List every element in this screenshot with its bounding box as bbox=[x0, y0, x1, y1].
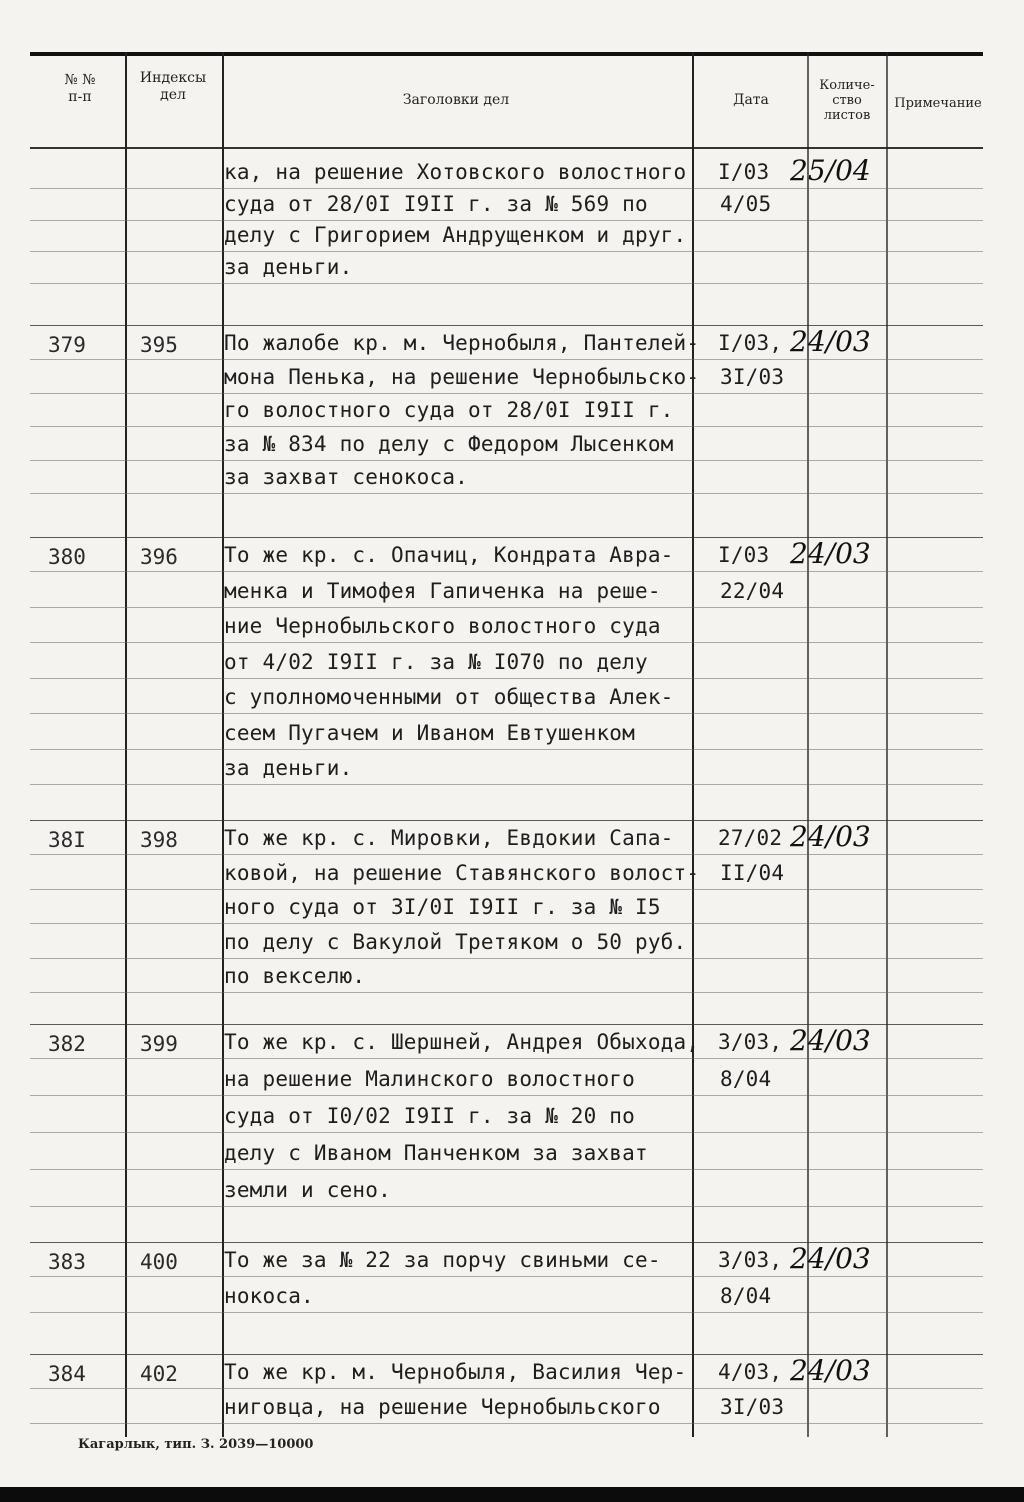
ruling-line bbox=[30, 1058, 983, 1059]
record-number: 384 bbox=[48, 1362, 86, 1386]
ruling-line bbox=[30, 426, 983, 427]
ruling-line bbox=[30, 642, 983, 643]
printer-footer: Кагарлык, тип. З. 2039—10000 bbox=[78, 1437, 314, 1452]
header-sheet-count: Количе- ство листов bbox=[819, 78, 875, 123]
record-index: 396 bbox=[140, 545, 178, 569]
header-note: Примечание bbox=[894, 96, 982, 111]
sheet-count-handwritten: 25/04 bbox=[790, 154, 871, 187]
record-title-line: ниговца, на решение Чернобыльского bbox=[224, 1395, 661, 1419]
record-title-line: земли и сено. bbox=[224, 1178, 391, 1202]
record-title-line: По жалобе кр. м. Чернобыля, Пантелей- bbox=[224, 331, 700, 355]
ruling-line bbox=[30, 713, 983, 714]
sheet-count-handwritten: 24/03 bbox=[790, 820, 871, 853]
header-index: Индексы дел bbox=[139, 70, 207, 103]
header-num: № № п-п bbox=[64, 72, 96, 105]
header-rule bbox=[30, 147, 983, 149]
ruling-line bbox=[30, 1312, 983, 1313]
ruling-line bbox=[30, 678, 983, 679]
ruling-line bbox=[30, 1388, 983, 1389]
record-title-line: за захват сенокоса. bbox=[224, 465, 469, 489]
record-title-line: ковой, на решение Ставянского волост- bbox=[224, 861, 700, 885]
ruling-line bbox=[30, 220, 983, 221]
ruling-line bbox=[30, 493, 983, 494]
record-index: 395 bbox=[140, 333, 178, 357]
record-date: 3I/03 bbox=[720, 365, 785, 389]
record-title-line: за № 834 по делу с Федором Лысенком bbox=[224, 432, 674, 456]
record-number: 38I bbox=[48, 828, 86, 852]
ruling-line bbox=[30, 460, 983, 461]
ruling-line bbox=[30, 251, 983, 252]
record-title-line: за деньги. bbox=[224, 255, 353, 279]
record-date: 4/03, bbox=[718, 1360, 783, 1384]
record-title-line: по делу с Вакулой Третяком о 50 руб. bbox=[224, 930, 687, 954]
ruling-line bbox=[30, 923, 983, 924]
ruling-line bbox=[30, 1132, 983, 1133]
record-index: 399 bbox=[140, 1032, 178, 1056]
record-title-line: То же кр. с. Опачиц, Кондрата Авра- bbox=[224, 543, 674, 567]
ruling-line bbox=[30, 1169, 983, 1170]
record-date: 3I/03 bbox=[720, 1395, 785, 1419]
record-title-line: То же кр. с. Мировки, Евдокии Сапа- bbox=[224, 826, 674, 850]
column-divider bbox=[886, 52, 888, 1437]
record-title-line: То же кр. м. Чернобыля, Василия Чер- bbox=[224, 1360, 687, 1384]
record-title-line: за деньги. bbox=[224, 756, 353, 780]
record-number: 380 bbox=[48, 545, 86, 569]
record-title-line: менка и Тимофея Гапиченка на реше- bbox=[224, 579, 661, 603]
record-title-line: ка, на решение Хотовского волостного bbox=[224, 160, 687, 184]
ruling-line bbox=[30, 1095, 983, 1096]
column-divider bbox=[807, 52, 809, 1437]
sheet-count-handwritten: 24/03 bbox=[790, 537, 871, 570]
sheet-count-handwritten: 24/03 bbox=[790, 1024, 871, 1057]
record-title-line: го волостного суда от 28/0I I9II г. bbox=[224, 398, 674, 422]
header-date: Дата bbox=[733, 92, 769, 108]
record-date: 3/03, bbox=[718, 1030, 783, 1054]
header-title: Заголовки дел bbox=[402, 92, 510, 108]
record-number: 382 bbox=[48, 1032, 86, 1056]
record-title-line: нокоса. bbox=[224, 1284, 314, 1308]
record-date: 8/04 bbox=[720, 1284, 772, 1308]
ruling-line bbox=[30, 854, 983, 855]
record-title-line: на решение Малинского волостного bbox=[224, 1067, 635, 1091]
top-rule bbox=[30, 52, 983, 56]
record-title-line: с уполномоченными от общества Алек- bbox=[224, 685, 674, 709]
record-index: 400 bbox=[140, 1250, 178, 1274]
record-number: 379 bbox=[48, 333, 86, 357]
column-divider bbox=[125, 52, 127, 1437]
record-date: I/03 bbox=[718, 160, 770, 184]
column-divider bbox=[692, 52, 694, 1437]
record-date: 4/05 bbox=[720, 192, 772, 216]
record-title-line: ние Чернобыльского волостного суда bbox=[224, 614, 661, 638]
ruling-line bbox=[30, 1276, 983, 1277]
ruling-line bbox=[30, 1423, 983, 1424]
record-title-line: сеем Пугачем и Иваном Евтушенком bbox=[224, 721, 635, 745]
record-date: I/03 bbox=[718, 543, 770, 567]
record-date: 27/02 bbox=[718, 826, 783, 850]
record-index: 398 bbox=[140, 828, 178, 852]
ruling-line bbox=[30, 992, 983, 993]
sheet-count-handwritten: 24/03 bbox=[790, 325, 871, 358]
record-date: 22/04 bbox=[720, 579, 785, 603]
ruling-line bbox=[30, 958, 983, 959]
record-title-line: от 4/02 I9II г. за № I070 по делу bbox=[224, 650, 648, 674]
ruling-line bbox=[30, 188, 983, 189]
ruling-line bbox=[30, 607, 983, 608]
record-title-line: суда от I0/02 I9II г. за № 20 по bbox=[224, 1104, 635, 1128]
record-date: 3/03, bbox=[718, 1248, 783, 1272]
sheet-count-handwritten: 24/03 bbox=[790, 1354, 871, 1387]
ruling-line bbox=[30, 359, 983, 360]
ruling-line bbox=[30, 889, 983, 890]
record-title-line: То же кр. с. Шершней, Андрея Обыхода, bbox=[224, 1030, 700, 1054]
record-title-line: по векселю. bbox=[224, 964, 366, 988]
sheet-count-handwritten: 24/03 bbox=[790, 1242, 871, 1275]
scan-edge bbox=[0, 1487, 1024, 1502]
ruling-line bbox=[30, 1206, 983, 1207]
ruling-line bbox=[30, 393, 983, 394]
ruling-line bbox=[30, 784, 983, 785]
record-title-line: делу с Иваном Панченком за захват bbox=[224, 1141, 648, 1165]
record-number: 383 bbox=[48, 1250, 86, 1274]
record-date: I/03, bbox=[718, 331, 783, 355]
record-date: II/04 bbox=[720, 861, 785, 885]
ruling-line bbox=[30, 571, 983, 572]
record-title-line: То же за № 22 за порчу свиньми се- bbox=[224, 1248, 661, 1272]
ruling-line bbox=[30, 749, 983, 750]
record-title-line: мона Пенька, на решение Чернобыльско- bbox=[224, 365, 700, 389]
record-title-line: делу с Григорием Андрущенком и друг. bbox=[224, 223, 687, 247]
record-date: 8/04 bbox=[720, 1067, 772, 1091]
record-title-line: суда от 28/0I I9II г. за № 569 по bbox=[224, 192, 648, 216]
ruling-line bbox=[30, 283, 983, 284]
record-index: 402 bbox=[140, 1362, 178, 1386]
record-title-line: ного суда от 3I/0I I9II г. за № I5 bbox=[224, 895, 661, 919]
